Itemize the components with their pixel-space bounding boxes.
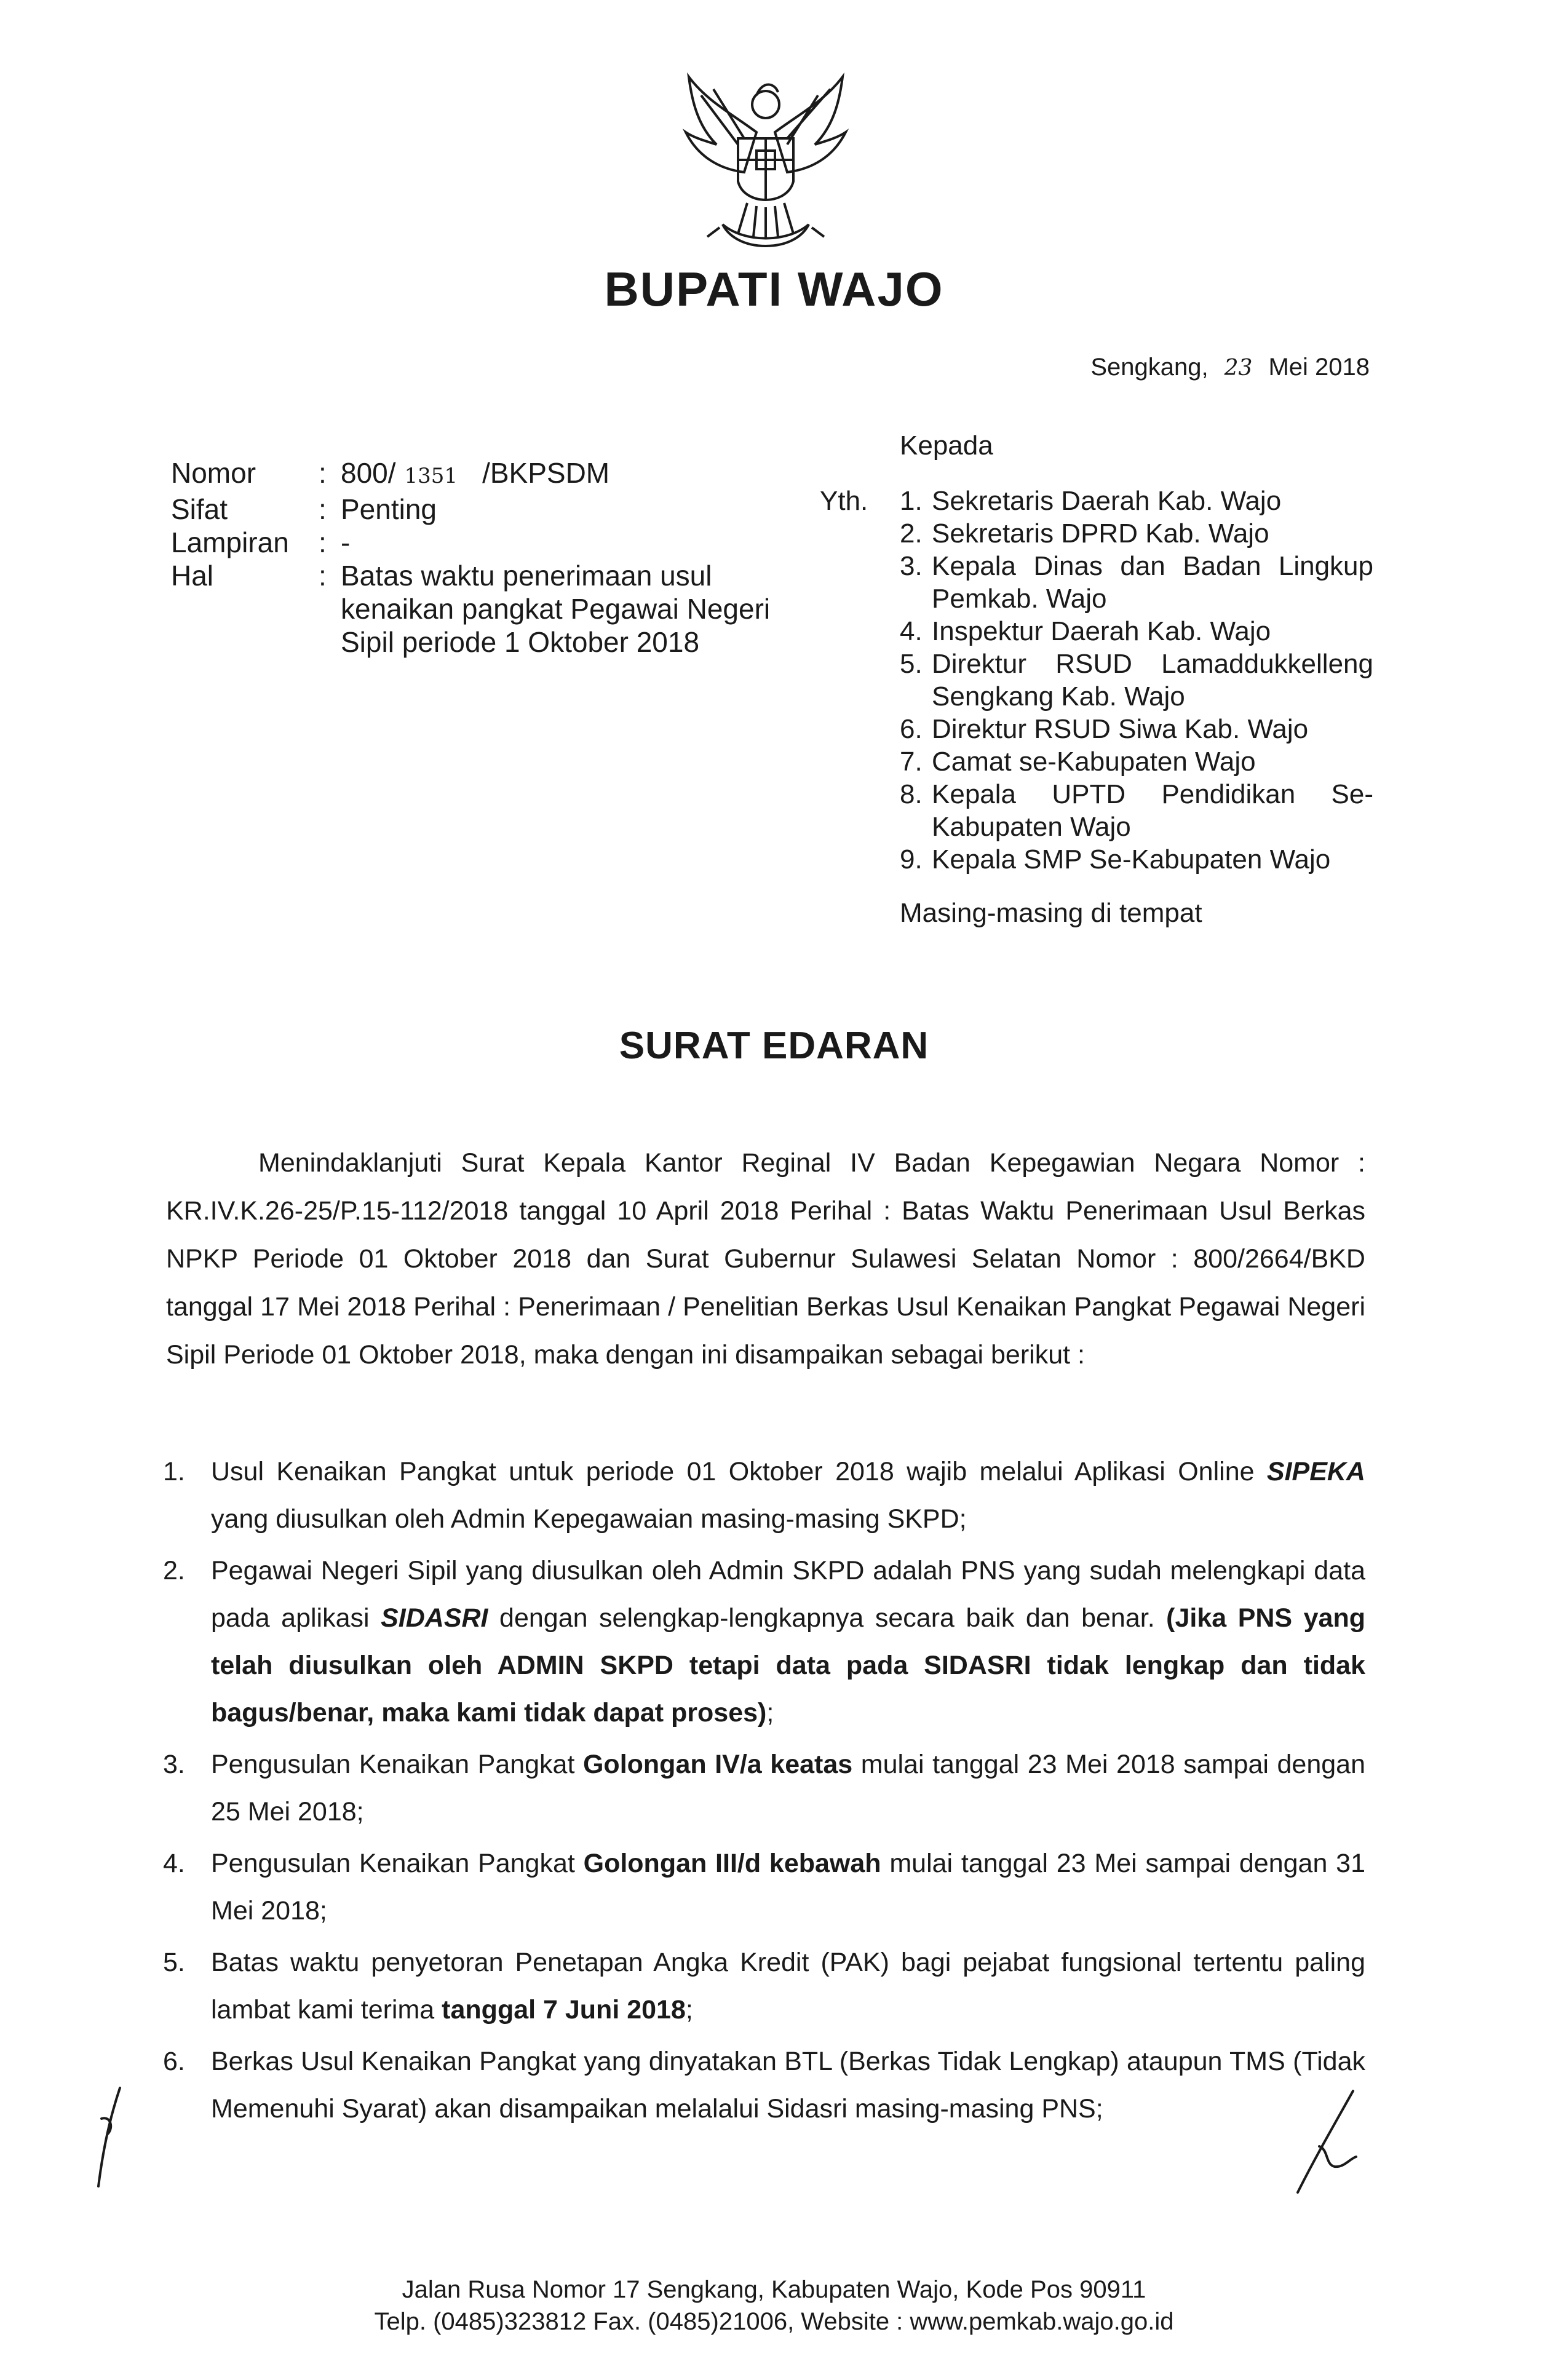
meta-label: Sifat (171, 493, 228, 525)
date-day: 23 (1224, 355, 1253, 381)
text-run: dengan selengkap-lengkapnya secara baik dan benar. (488, 1603, 1167, 1633)
kepada-label: Kepada (900, 430, 993, 461)
list-item (900, 843, 1373, 876)
list-number: 6. (900, 714, 923, 744)
instruction-list (163, 1448, 1365, 2137)
list-number: 2. (163, 1556, 185, 1585)
list-number: 2. (900, 518, 923, 549)
document-heading: SURAT EDARAN (619, 1025, 929, 1067)
meta-value: Penting (341, 493, 437, 525)
list-text: Camat se-Kabupaten Wajo (932, 747, 1256, 777)
list-text: Inspektur Daerah Kab. Wajo (932, 616, 1271, 646)
list-number: 8. (900, 779, 923, 809)
footer-address: Jalan Rusa Nomor 17 Sengkang, Kabupaten Wajo, Kode Pos 90911 (402, 2276, 1146, 2303)
app-name: SIPEKA (1266, 1457, 1365, 1486)
text-run: yang diusulkan oleh Admin Kepegawaian masing-masing SKPD; (211, 1504, 967, 1534)
text-run: Usul Kenaikan Pangkat untuk periode 01 Oktober 2018 wajib melalui Aplikasi Online (211, 1457, 1267, 1486)
initial-signature-right (1279, 2088, 1371, 2199)
text-run: Batas waktu penyetoran Penetapan Angka Kredit (PAK) bagi pejabat fungsional tertentu paling lambat kami terima (211, 1948, 1365, 2025)
list-item (163, 1547, 1365, 1737)
bold-term: Golongan III/d kebawah (583, 1849, 881, 1878)
date-place: Sengkang, (1090, 354, 1209, 381)
meta-hal (171, 559, 808, 659)
text-run: mulai tanggal 23 Mei 2018 sampai dengan 25 Mei 2018; (211, 1750, 1365, 1827)
list-text (211, 1939, 1365, 2034)
letter-meta (171, 456, 808, 659)
list-number: 4. (900, 616, 923, 646)
list-number: 7. (900, 747, 923, 777)
meta-label: Hal (171, 560, 214, 592)
masing-masing-line: Masing-masing di tempat (900, 898, 1202, 928)
list-item (163, 1840, 1365, 1935)
yth-label: Yth. (820, 486, 868, 516)
list-number: 1. (900, 486, 923, 516)
list-item (900, 745, 1373, 778)
text-run: ; (685, 1995, 693, 2025)
bold-term: tanggal 7 Juni 2018 (442, 1995, 686, 2025)
letter-date (1090, 354, 1370, 381)
list-text: Kepala UPTD Pendidikan Se-Kabupaten Wajo (932, 779, 1373, 842)
list-text (211, 1448, 1365, 1543)
meta-colon: : (319, 560, 327, 592)
meta-colon: : (319, 526, 327, 558)
meta-sifat (171, 493, 808, 526)
bold-note: (Jika PNS yang telah diusulkan oleh ADMIN SKPD tetapi data pada SIDASRI tidak lengkap dan tidak bagus/benar, maka kami tidak dapat proses) (211, 1603, 1365, 1727)
initial-signature-left (77, 2082, 151, 2192)
list-number: 6. (163, 2047, 185, 2076)
list-text (211, 1741, 1365, 1836)
list-number: 1. (163, 1457, 185, 1486)
meta-colon: : (319, 493, 327, 525)
text-run: Pegawai Negeri Sipil yang diusulkan oleh Admin SKPD adalah PNS yang sudah melengkapi data pada aplikasi (211, 1556, 1365, 1633)
date-month-year: Mei 2018 (1268, 354, 1370, 381)
hal-line: kenaikan pangkat Pegawai Negeri (341, 593, 771, 625)
text-run: Pengusulan Kenaikan Pangkat (211, 1750, 583, 1779)
list-text (211, 1547, 1365, 1737)
list-number: 4. (163, 1849, 185, 1878)
text-run: Pengusulan Kenaikan Pangkat (211, 1849, 584, 1878)
letterhead-footer (0, 2274, 1548, 2338)
nomor-suffix: /BKPSDM (482, 457, 610, 489)
text-run: mulai tanggal 23 Mei sampai dengan 31 Mei 2018; (211, 1849, 1365, 1926)
meta-value (341, 456, 808, 493)
letterhead-title: BUPATI WAJO (604, 262, 944, 316)
bold-term: Golongan IV/a keatas (582, 1750, 853, 1779)
garuda-emblem-icon (664, 58, 867, 261)
meta-label: Nomor (171, 457, 256, 489)
hal-line: Batas waktu penerimaan usul (341, 560, 712, 592)
list-text: Sekretaris Daerah Kab. Wajo (932, 486, 1282, 516)
app-name: SIDASRI (381, 1603, 488, 1633)
nomor-number: 1351 (404, 464, 458, 488)
list-number: 9. (900, 844, 923, 875)
list-item (900, 778, 1373, 843)
list-item (163, 1741, 1365, 1836)
meta-colon: : (319, 457, 327, 489)
list-item (900, 517, 1373, 550)
hal-line: Sipil periode 1 Oktober 2018 (341, 626, 700, 658)
list-item (900, 648, 1373, 713)
list-item (163, 1448, 1365, 1543)
list-text (211, 1840, 1365, 1935)
list-number: 5. (163, 1948, 185, 1977)
meta-label: Lampiran (171, 526, 289, 558)
nomor-prefix: 800/ (341, 457, 396, 489)
list-text: Direktur RSUD Siwa Kab. Wajo (932, 714, 1309, 744)
list-text: Berkas Usul Kenaikan Pangkat yang dinyatakan BTL (Berkas Tidak Lengkap) ataupun TMS (Tidak Memenuhi Syarat) akan disampaikan melalalui Sidasri masing-masing PNS; (211, 2047, 1365, 2124)
list-item (163, 2038, 1365, 2133)
list-item (900, 550, 1373, 615)
list-item (163, 1939, 1365, 2034)
list-text: Kepala Dinas dan Badan Lingkup Pemkab. Wajo (932, 551, 1373, 614)
list-item (900, 713, 1373, 745)
meta-value (341, 559, 808, 659)
recipient-list (900, 485, 1373, 876)
list-number: 3. (163, 1750, 185, 1779)
list-item (900, 615, 1373, 648)
list-number: 5. (900, 649, 923, 679)
meta-lampiran (171, 526, 808, 559)
text-run: ; (766, 1698, 774, 1727)
list-item (900, 485, 1373, 517)
meta-value: - (341, 526, 351, 558)
list-number: 3. (900, 551, 923, 581)
footer-contact: Telp. (0485)323812 Fax. (0485)21006, Website : www.pemkab.wajo.go.id (374, 2308, 1174, 2335)
intro-paragraph: Menindaklanjuti Surat Kepala Kantor Reginal IV Badan Kepegawian Negara Nomor : KR.IV.K.26-25/P.15-112/2018 tanggal 10 April 2018 Perihal : Batas Waktu Penerimaan Usul Berkas NPKP Periode 01 Oktober 2018 dan Surat Gubernur Sulawesi Selatan Nomor : 800/2664/BKD tanggal 17 Mei 2018 Perihal : Penerimaan / Penelitian Berkas Usul Kenaikan Pangkat Pegawai Negeri Sipil Periode 01 Oktober 2018, maka dengan ini disampaikan sebagai berikut : (166, 1148, 1365, 1370)
list-text: Direktur RSUD Lamaddukkelleng Sengkang Kab. Wajo (932, 649, 1373, 712)
list-text: Kepala SMP Se-Kabupaten Wajo (932, 844, 1331, 875)
meta-nomor (171, 456, 808, 493)
list-text: Sekretaris DPRD Kab. Wajo (932, 518, 1269, 549)
